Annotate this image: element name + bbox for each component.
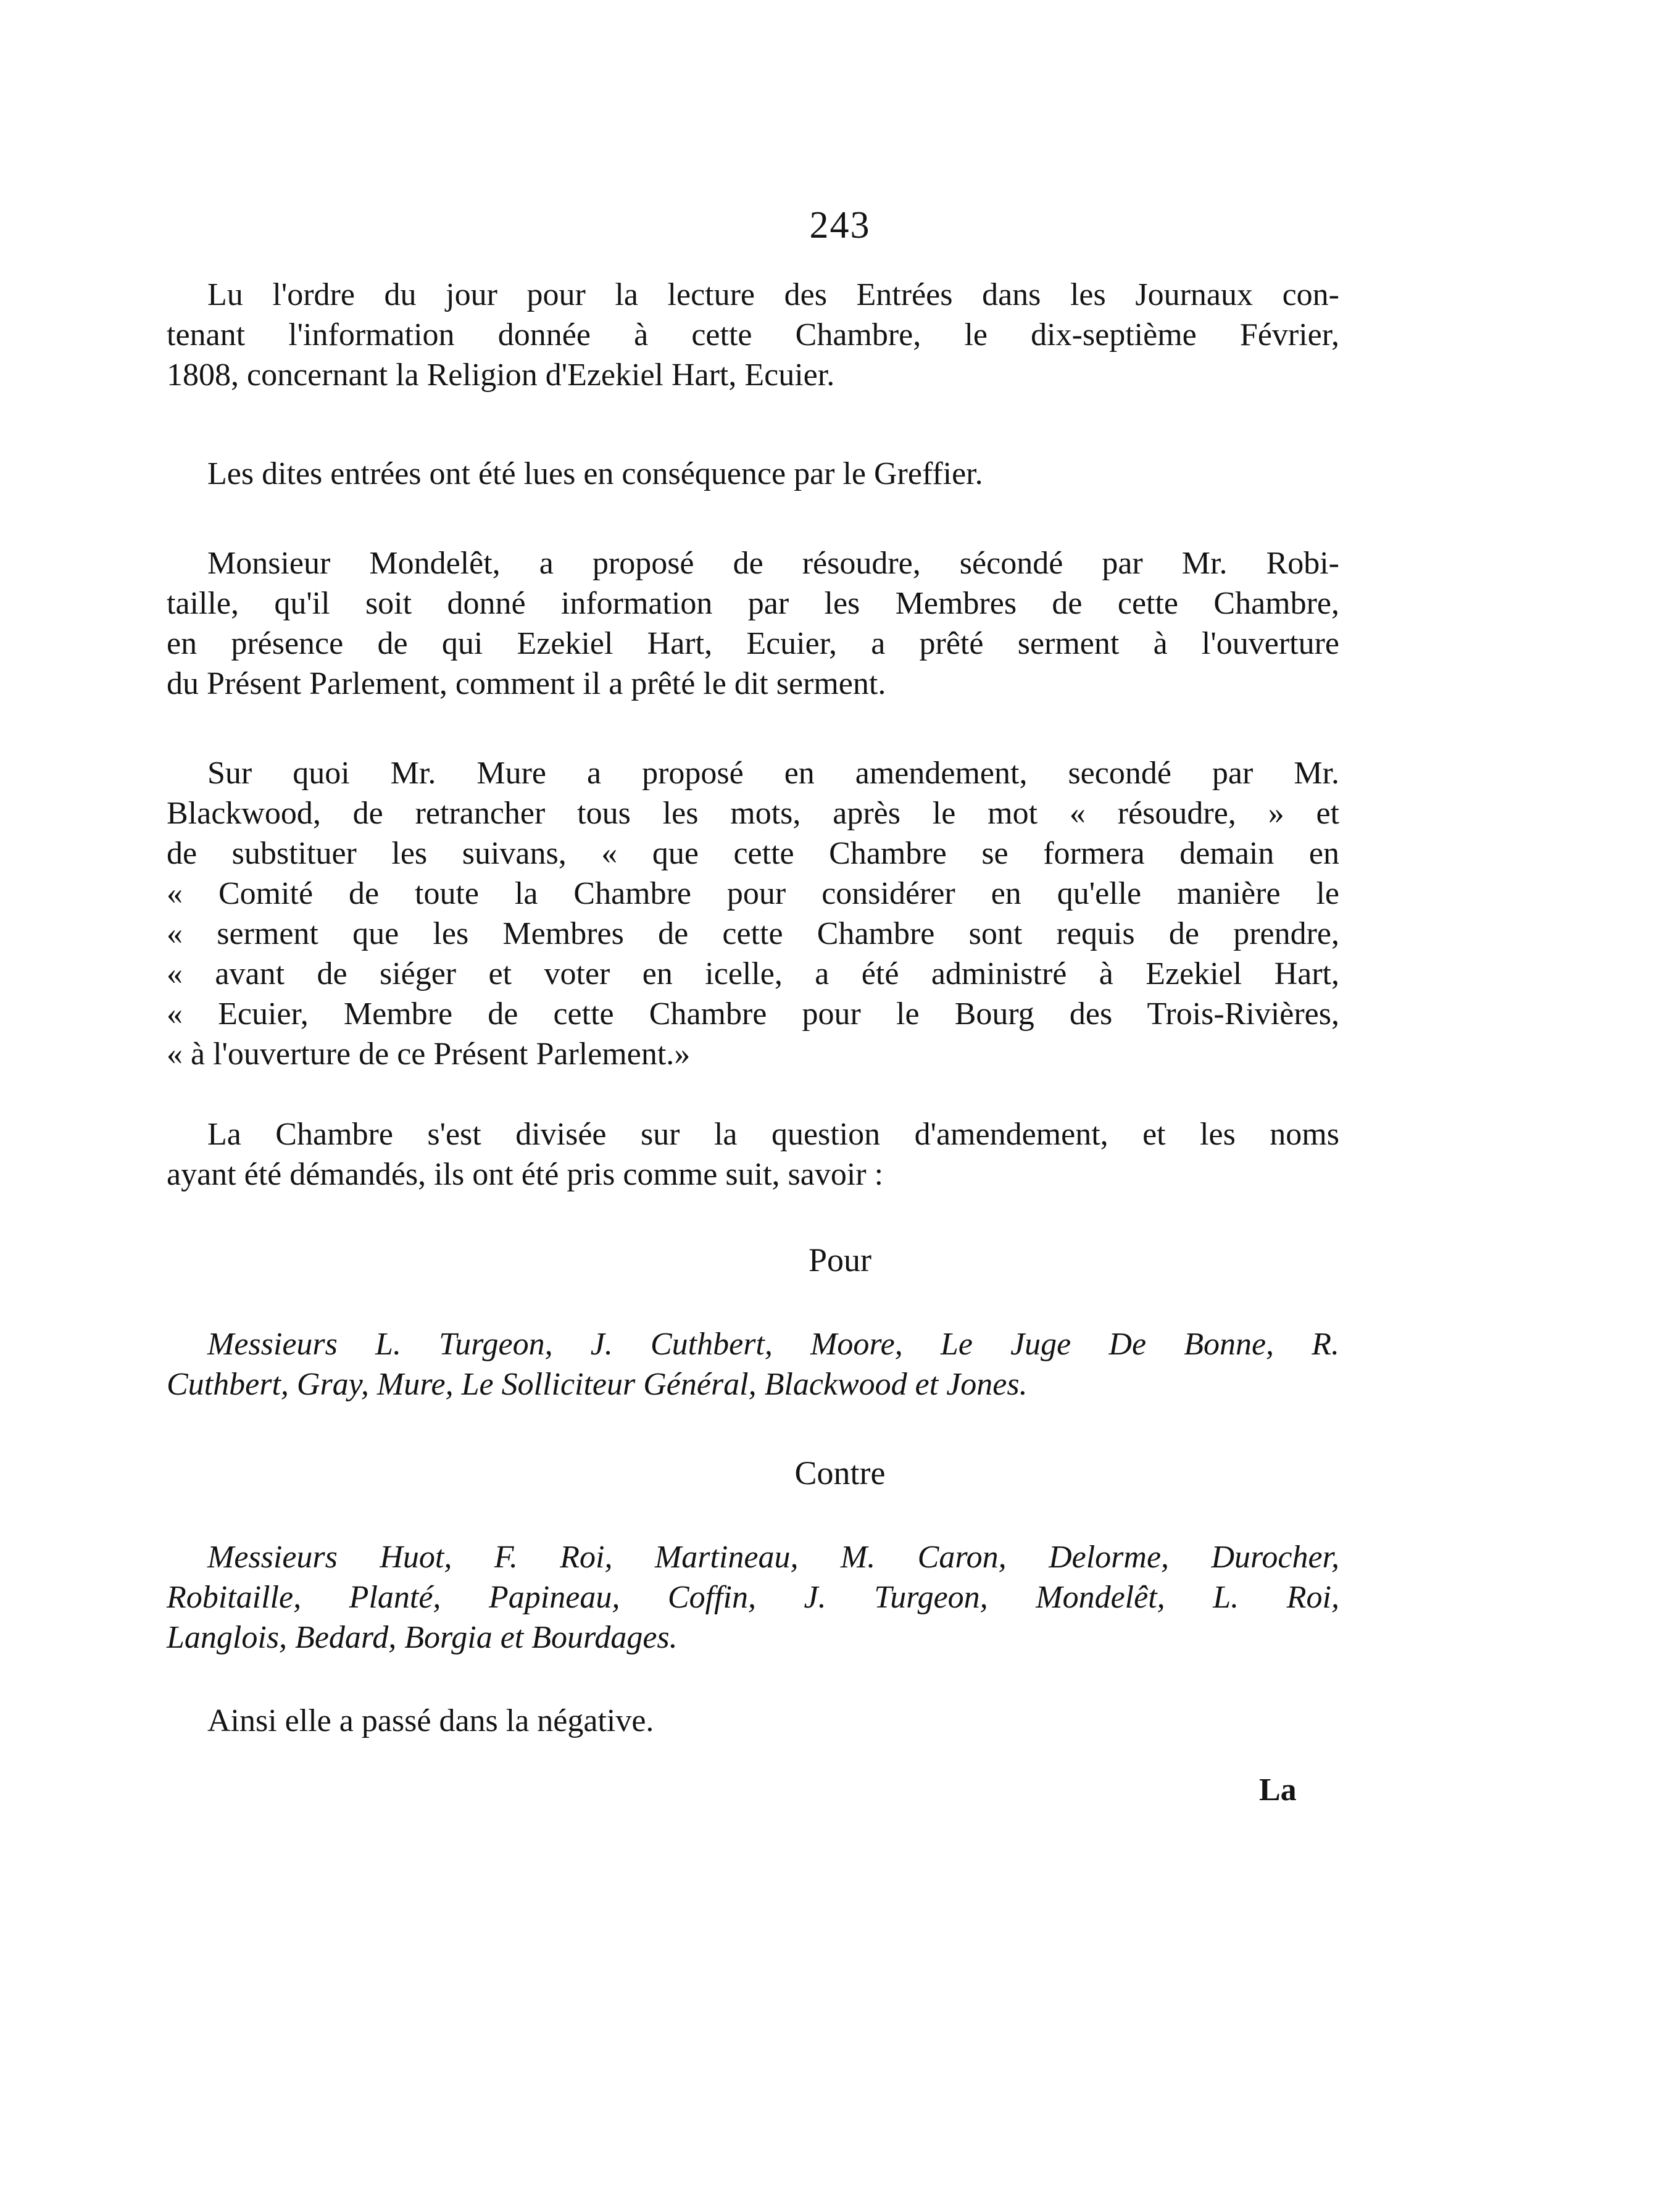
- text-line: Langlois, Bedard, Borgia et Bourdages.: [167, 1620, 678, 1655]
- pour-heading: Pour: [808, 1241, 871, 1279]
- paragraph-division: [167, 1114, 1339, 1195]
- text-line: Messieurs Huot, F. Roi, Martineau, M. Caron, Delorme, Durocher,: [207, 1540, 1339, 1575]
- paragraph-entries-read: [167, 454, 1339, 494]
- paragraph-conclusion: [167, 1701, 1339, 1741]
- text-line: taille, qu'il soit donné information par les Membres de cette Chambre,: [167, 586, 1339, 621]
- text-line: Lu l'ordre du jour pour la lecture des Entrées dans les Journaux con-: [207, 277, 1339, 312]
- text-line: Cuthbert, Gray, Mure, Le Solliciteur Général, Blackwood et Jones.: [167, 1367, 1028, 1402]
- text-line: Robitaille, Planté, Papineau, Coffin, J. Turgeon, Mondelêt, L. Roi,: [167, 1580, 1339, 1615]
- paragraph-order-of-day: [167, 275, 1339, 395]
- text-line: Sur quoi Mr. Mure a proposé en amendement, secondé par Mr.: [207, 756, 1339, 791]
- page-number: 243: [809, 204, 871, 246]
- text-line: du Présent Parlement, comment il a prêté le dit serment.: [167, 666, 886, 701]
- text-line: « Comité de toute la Chambre pour considérer en qu'elle manière le: [167, 876, 1339, 911]
- text-line: « à l'ouverture de ce Présent Parlement.»: [167, 1037, 691, 1072]
- text-line: Blackwood, de retrancher tous les mots, après le mot « résoudre, » et: [167, 796, 1339, 831]
- text-line: « avant de siéger et voter en icelle, a été administré à Ezekiel Hart,: [167, 956, 1339, 991]
- text-line: La Chambre s'est divisée sur la question d'amendement, et les noms: [207, 1117, 1339, 1152]
- paragraph-mondelet-motion: [167, 543, 1339, 704]
- text-line: Messieurs L. Turgeon, J. Cuthbert, Moore, Le Juge De Bonne, R.: [207, 1327, 1339, 1362]
- text-line: Monsieur Mondelêt, a proposé de résoudre, sécondé par Mr. Robi-: [207, 546, 1339, 581]
- text-line: « Ecuier, Membre de cette Chambre pour le Bourg des Trois-Rivières,: [167, 996, 1339, 1032]
- text-line: tenant l'information donnée à cette Chambre, le dix-septième Février,: [167, 317, 1339, 353]
- text-line: Les dites entrées ont été lues en conséquence par le Greffier.: [207, 456, 983, 491]
- catchword: La: [1259, 1772, 1297, 1808]
- contre-heading: Contre: [794, 1454, 886, 1491]
- contre-names: [167, 1537, 1339, 1658]
- text-line: ayant été démandés, ils ont été pris comme suit, savoir :: [167, 1157, 884, 1192]
- pour-names: [167, 1324, 1339, 1404]
- text-line: Ainsi elle a passé dans la négative.: [207, 1703, 654, 1738]
- text-line: de substituer les suivans, « que cette Chambre se formera demain en: [167, 836, 1339, 871]
- paragraph-mure-amendment: [167, 753, 1339, 1074]
- text-line: 1808, concernant la Religion d'Ezekiel Hart, Ecuier.: [167, 357, 835, 393]
- text-line: en présence de qui Ezekiel Hart, Ecuier, a prêté serment à l'ouverture: [167, 626, 1339, 661]
- text-line: « serment que les Membres de cette Chambre sont requis de prendre,: [167, 916, 1339, 951]
